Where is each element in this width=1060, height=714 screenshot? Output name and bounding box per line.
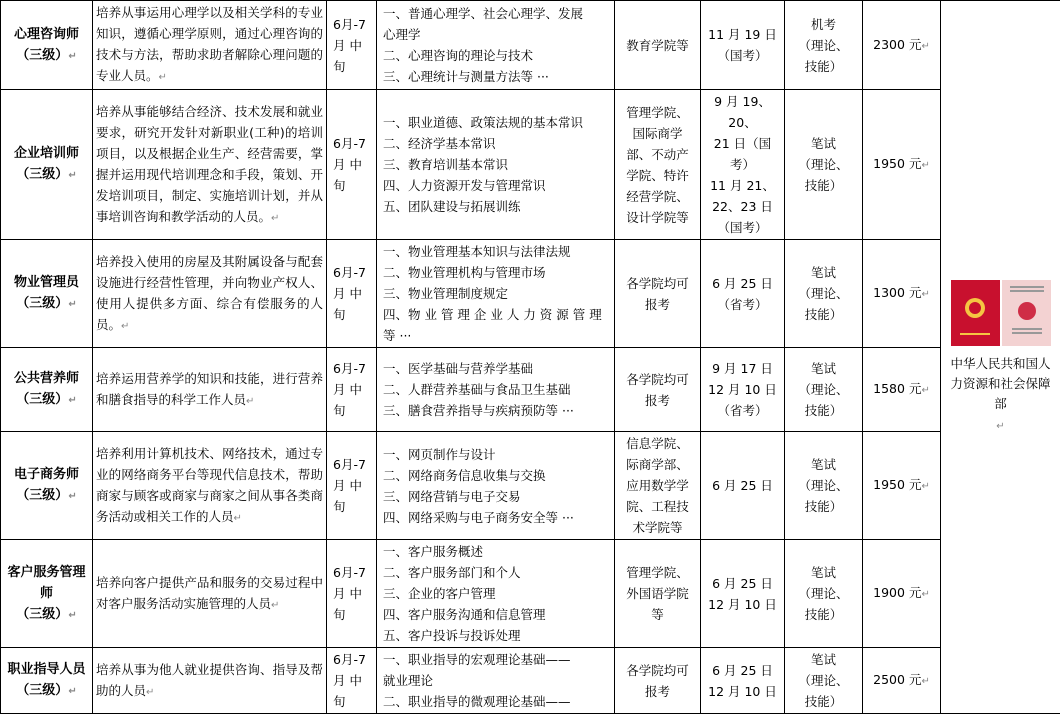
exam-type-line: 技能） bbox=[788, 175, 859, 196]
training-time-line: 月 中 bbox=[333, 583, 373, 604]
course-line: 一、物业管理基本知识与法律法规 bbox=[383, 241, 611, 262]
training-time-line: 6月-7 bbox=[333, 562, 373, 583]
exam-type-line: （理论、 bbox=[788, 583, 859, 604]
exam-type-cell bbox=[785, 90, 863, 240]
description-cell bbox=[93, 240, 327, 348]
course-line: 二、经济学基本常识 bbox=[383, 133, 611, 154]
fee-value: 1950 元 bbox=[873, 156, 921, 171]
return-mark-icon: ↵ bbox=[921, 41, 929, 52]
table-row bbox=[1, 240, 1060, 348]
college-cell bbox=[615, 348, 701, 432]
training-time-line: 6月-7 bbox=[333, 649, 373, 670]
exam-date-cell bbox=[701, 648, 785, 714]
fee-value: 2300 元 bbox=[873, 37, 921, 52]
exam-type-line: （理论、 bbox=[788, 283, 859, 304]
courses-cell bbox=[377, 432, 615, 540]
college-line: 应用数学学 bbox=[618, 475, 697, 496]
college-cell bbox=[615, 90, 701, 240]
exam-type-line: 技能） bbox=[788, 691, 859, 712]
course-line: 四、网络采购与电子商务安全等 ··· bbox=[383, 507, 611, 528]
exam-date-line: 6 月 25 日 bbox=[704, 660, 781, 681]
course-line: 一、网页制作与设计 bbox=[383, 444, 611, 465]
exam-type-line: 技能） bbox=[788, 496, 859, 517]
college-line: 教育学院等 bbox=[618, 35, 697, 56]
college-line: 等 bbox=[618, 604, 697, 625]
exam-type-line: 机考 bbox=[788, 14, 859, 35]
issuer-name: 中华人民共和国人力资源和社会保障部 bbox=[945, 354, 1056, 414]
course-line: 五、团队建设与拓展训练 bbox=[383, 196, 611, 217]
table-row bbox=[1, 540, 1060, 648]
occupation-name-line: 企业培训师 bbox=[4, 143, 89, 164]
course-line: 一、职业道德、政策法规的基本常识 bbox=[383, 112, 611, 133]
fee-value: 1300 元 bbox=[873, 285, 921, 300]
exam-date-line: 6 月 25 日 bbox=[704, 475, 781, 496]
training-time-line: 6月-7 bbox=[333, 358, 373, 379]
college-line: 各学院均可 bbox=[618, 273, 697, 294]
exam-type-line: （理论、 bbox=[788, 154, 859, 175]
training-time-line: 旬 bbox=[333, 56, 373, 77]
exam-date-line: 12 月 10 日 bbox=[704, 379, 781, 400]
college-line: 报考 bbox=[618, 294, 697, 315]
course-line: 一、普通心理学、社会心理学、发展 bbox=[383, 3, 611, 24]
fee-cell bbox=[863, 240, 941, 348]
courses-cell bbox=[377, 1, 615, 90]
description-cell bbox=[93, 348, 327, 432]
courses-cell bbox=[377, 540, 615, 648]
exam-type-line: （理论、 bbox=[788, 475, 859, 496]
fee-value: 1580 元 bbox=[873, 381, 921, 396]
occupation-name-line: （三级）↵ bbox=[4, 293, 89, 315]
training-time-line: 月 中 bbox=[333, 670, 373, 691]
exam-date-line: 考） bbox=[704, 154, 781, 175]
table-row bbox=[1, 1, 1060, 90]
exam-type-line: 笔试 bbox=[788, 358, 859, 379]
fee-value: 1950 元 bbox=[873, 477, 921, 492]
course-line: 二、物业管理机构与管理市场 bbox=[383, 262, 611, 283]
training-time-line: 6月-7 bbox=[333, 262, 373, 283]
return-mark-icon: ↵ bbox=[921, 385, 929, 396]
course-line: 二、职业指导的微观理论基础—— bbox=[383, 691, 611, 712]
training-time-line: 6月-7 bbox=[333, 14, 373, 35]
description-text: 培养利用计算机技术、网络技术，通过专业的网络商务平台等现代信息技术，帮助商家与顾客或商家与商家之间从事各类商务活动或相关工作的人员 bbox=[96, 446, 323, 524]
fee-value: 2500 元 bbox=[873, 672, 921, 687]
course-line: 就业理论 bbox=[383, 670, 611, 691]
exam-date-line: 12 月 10 日 bbox=[704, 594, 781, 615]
training-time-line: 6月-7 bbox=[333, 454, 373, 475]
occupation-name-line: （三级）↵ bbox=[4, 604, 89, 626]
occupation-name-line: （三级）↵ bbox=[4, 389, 89, 411]
college-line: 报考 bbox=[618, 681, 697, 702]
exam-type-cell bbox=[785, 540, 863, 648]
college-line: 外国语学院 bbox=[618, 583, 697, 604]
training-time-line: 旬 bbox=[333, 175, 373, 196]
return-mark-icon: ↵ bbox=[159, 72, 167, 83]
exam-type-line: 技能） bbox=[788, 304, 859, 325]
exam-date-line: （省考） bbox=[704, 294, 781, 315]
college-line: 部、不动产 bbox=[618, 144, 697, 165]
courses-cell bbox=[377, 648, 615, 714]
college-cell bbox=[615, 240, 701, 348]
exam-date-line: 12 月 10 日 bbox=[704, 681, 781, 702]
table-body bbox=[1, 1, 1060, 714]
return-mark-icon: ↵ bbox=[146, 687, 154, 698]
description-cell bbox=[93, 90, 327, 240]
course-line: 五、客户投诉与投诉处理 bbox=[383, 625, 611, 646]
exam-date-line: （国考） bbox=[704, 217, 781, 238]
exam-date-cell bbox=[701, 348, 785, 432]
course-line: 二、网络商务信息收集与交换 bbox=[383, 465, 611, 486]
description-text: 培养投入使用的房屋及其附属设备与配套设施进行经营性管理，并向物业产权人、使用人提供多方面、综合有偿服务的人员。 bbox=[96, 254, 323, 332]
courses-cell bbox=[377, 90, 615, 240]
occupation-name-line: （三级）↵ bbox=[4, 45, 89, 67]
exam-type-line: 技能） bbox=[788, 400, 859, 421]
occupation-name-line: 心理咨询师 bbox=[4, 24, 89, 45]
exam-date-line: 6 月 25 日 bbox=[704, 573, 781, 594]
fee-cell bbox=[863, 432, 941, 540]
return-mark-icon: ↵ bbox=[68, 610, 76, 621]
college-line: 设计学院等 bbox=[618, 207, 697, 228]
occupation-name-line: 电子商务师 bbox=[4, 464, 89, 485]
training-time-line: 旬 bbox=[333, 304, 373, 325]
training-time-line: 6月-7 bbox=[333, 133, 373, 154]
training-time-cell bbox=[327, 648, 377, 714]
return-mark-icon: ↵ bbox=[246, 396, 254, 407]
training-time-cell bbox=[327, 432, 377, 540]
course-line: 三、网络营销与电子交易 bbox=[383, 486, 611, 507]
table-row bbox=[1, 348, 1060, 432]
college-line: 信息学院、 bbox=[618, 433, 697, 454]
training-time-line: 旬 bbox=[333, 604, 373, 625]
return-mark-icon: ↵ bbox=[68, 51, 76, 62]
description-cell bbox=[93, 432, 327, 540]
college-line: 术学院等 bbox=[618, 517, 697, 538]
exam-type-cell bbox=[785, 648, 863, 714]
occupation-name-cell bbox=[1, 90, 93, 240]
description-cell bbox=[93, 648, 327, 714]
description-text: 培养从事为他人就业提供咨询、指导及帮助的人员 bbox=[96, 662, 323, 698]
course-line: 四、客户服务沟通和信息管理 bbox=[383, 604, 611, 625]
occupation-name-cell bbox=[1, 432, 93, 540]
issuer-cell bbox=[941, 1, 1060, 714]
return-mark-icon: ↵ bbox=[68, 491, 76, 502]
course-line: 三、心理统计与测量方法等 ··· bbox=[383, 66, 611, 87]
college-line: 际商学部、 bbox=[618, 454, 697, 475]
return-mark-icon: ↵ bbox=[68, 395, 76, 406]
return-mark-icon: ↵ bbox=[921, 676, 929, 687]
occupation-name-cell bbox=[1, 1, 93, 90]
occupation-name-line: （三级）↵ bbox=[4, 164, 89, 186]
return-mark-icon: ↵ bbox=[234, 513, 242, 524]
training-time-cell bbox=[327, 1, 377, 90]
return-mark-icon: ↵ bbox=[121, 321, 129, 332]
college-line: 报考 bbox=[618, 390, 697, 411]
training-time-line: 月 中 bbox=[333, 475, 373, 496]
course-line: 四、人力资源开发与管理常识 bbox=[383, 175, 611, 196]
return-mark-icon: ↵ bbox=[68, 299, 76, 310]
training-time-cell bbox=[327, 348, 377, 432]
training-time-line: 旬 bbox=[333, 496, 373, 517]
return-mark-icon: ↵ bbox=[921, 589, 929, 600]
description-text: 培养向客户提供产品和服务的交易过程中对客户服务活动实施管理的人员 bbox=[96, 575, 323, 611]
exam-type-line: 笔试 bbox=[788, 562, 859, 583]
occupation-name-cell bbox=[1, 648, 93, 714]
exam-type-line: （理论、 bbox=[788, 35, 859, 56]
exam-type-cell bbox=[785, 1, 863, 90]
return-mark-icon: ↵ bbox=[921, 289, 929, 300]
course-line: 二、客户服务部门和个人 bbox=[383, 562, 611, 583]
exam-date-line: 9 月 17 日 bbox=[704, 358, 781, 379]
description-cell bbox=[93, 1, 327, 90]
course-line: 一、客户服务概述 bbox=[383, 541, 611, 562]
college-line: 管理学院、 bbox=[618, 562, 697, 583]
occupation-name-line: 客户服务管理 bbox=[4, 562, 89, 583]
exam-date-line: 11 月 21、 bbox=[704, 175, 781, 196]
training-time-line: 月 中 bbox=[333, 154, 373, 175]
return-mark-icon: ↵ bbox=[996, 421, 1004, 432]
fee-cell bbox=[863, 348, 941, 432]
training-time-line: 旬 bbox=[333, 691, 373, 712]
table-row bbox=[1, 648, 1060, 714]
occupation-name-line: 职业指导人员 bbox=[4, 659, 89, 680]
return-mark-icon: ↵ bbox=[921, 481, 929, 492]
exam-date-line: （国考） bbox=[704, 45, 781, 66]
exam-date-cell bbox=[701, 1, 785, 90]
occupation-name-line: 师 bbox=[4, 583, 89, 604]
course-line: 等 ··· bbox=[383, 325, 611, 346]
course-line: 一、职业指导的宏观理论基础—— bbox=[383, 649, 611, 670]
certificate-image-icon bbox=[950, 278, 1052, 348]
courses-cell bbox=[377, 348, 615, 432]
training-time-cell bbox=[327, 90, 377, 240]
occupation-name-line: （三级）↵ bbox=[4, 680, 89, 702]
occupation-name-line: （三级）↵ bbox=[4, 485, 89, 507]
exam-type-cell bbox=[785, 240, 863, 348]
exam-date-line: （省考） bbox=[704, 400, 781, 421]
occupation-name-cell bbox=[1, 240, 93, 348]
course-line: 二、人群营养基础与食品卫生基础 bbox=[383, 379, 611, 400]
training-time-line: 月 中 bbox=[333, 35, 373, 56]
exam-type-cell bbox=[785, 432, 863, 540]
fee-cell bbox=[863, 648, 941, 714]
college-line: 院、工程技 bbox=[618, 496, 697, 517]
exam-date-cell bbox=[701, 432, 785, 540]
course-line: 二、心理咨询的理论与技术 bbox=[383, 45, 611, 66]
table-row bbox=[1, 90, 1060, 240]
college-line: 管理学院、 bbox=[618, 102, 697, 123]
training-time-line: 月 中 bbox=[333, 379, 373, 400]
exam-date-cell bbox=[701, 540, 785, 648]
courses-cell bbox=[377, 240, 615, 348]
college-line: 经营学院、 bbox=[618, 186, 697, 207]
return-mark-icon: ↵ bbox=[68, 686, 76, 697]
exam-type-line: 笔试 bbox=[788, 649, 859, 670]
occupation-name-line: 公共营养师 bbox=[4, 368, 89, 389]
training-time-cell bbox=[327, 540, 377, 648]
return-mark-icon: ↵ bbox=[68, 170, 76, 181]
college-cell bbox=[615, 540, 701, 648]
college-line: 国际商学 bbox=[618, 123, 697, 144]
training-time-line: 月 中 bbox=[333, 283, 373, 304]
training-time-cell bbox=[327, 240, 377, 348]
exam-type-line: 技能） bbox=[788, 56, 859, 77]
course-line: 三、膳食营养指导与疾病预防等 ··· bbox=[383, 400, 611, 421]
exam-type-line: 笔试 bbox=[788, 262, 859, 283]
college-line: 各学院均可 bbox=[618, 369, 697, 390]
return-mark-icon: ↵ bbox=[271, 213, 279, 224]
description-text: 培养从事运用心理学以及相关学科的专业知识，遵循心理学原则，通过心理咨询的技术与方法，帮助求助者解除心理问题的专业人员。 bbox=[96, 5, 323, 83]
fee-value: 1900 元 bbox=[873, 585, 921, 600]
course-line: 三、物业管理制度规定 bbox=[383, 283, 611, 304]
fee-cell bbox=[863, 90, 941, 240]
occupation-name-cell bbox=[1, 540, 93, 648]
occupation-name-cell bbox=[1, 348, 93, 432]
exam-date-line: 11 月 19 日 bbox=[704, 24, 781, 45]
course-line: 三、企业的客户管理 bbox=[383, 583, 611, 604]
exam-date-cell bbox=[701, 90, 785, 240]
exam-type-line: 笔试 bbox=[788, 454, 859, 475]
course-line: 心理学 bbox=[383, 24, 611, 45]
return-mark-icon: ↵ bbox=[271, 600, 279, 611]
course-line: 四、物 业 管 理 企 业 人 力 资 源 管 理 bbox=[383, 304, 611, 325]
description-text: 培养从事能够结合经济、技术发展和就业要求，研究开发针对新职业(工种)的培训项目，以及根据企业生产、经营需要，掌握并运用现代培训理念和手段，策划、开发培训项目，制定、实施培训计划，并从事培训咨询和教学活动的人员。 bbox=[96, 104, 323, 224]
fee-cell bbox=[863, 1, 941, 90]
exam-date-line: 6 月 25 日 bbox=[704, 273, 781, 294]
exam-type-line: 笔试 bbox=[788, 133, 859, 154]
training-time-line: 旬 bbox=[333, 400, 373, 421]
table-row bbox=[1, 432, 1060, 540]
description-cell bbox=[93, 540, 327, 648]
exam-type-line: （理论、 bbox=[788, 379, 859, 400]
college-cell bbox=[615, 648, 701, 714]
course-line: 一、医学基础与营养学基础 bbox=[383, 358, 611, 379]
exam-date-cell bbox=[701, 240, 785, 348]
exam-date-line: 9 月 19、20、 bbox=[704, 91, 781, 133]
occupation-name-line: 物业管理员 bbox=[4, 272, 89, 293]
college-line: 学院、特许 bbox=[618, 165, 697, 186]
exam-date-line: 22、23 日 bbox=[704, 196, 781, 217]
fee-cell bbox=[863, 540, 941, 648]
exam-type-line: （理论、 bbox=[788, 670, 859, 691]
return-mark-icon: ↵ bbox=[921, 160, 929, 171]
college-cell bbox=[615, 1, 701, 90]
exam-date-line: 21 日（国 bbox=[704, 133, 781, 154]
course-line: 三、教育培训基本常识 bbox=[383, 154, 611, 175]
college-cell bbox=[615, 432, 701, 540]
exam-type-cell bbox=[785, 348, 863, 432]
description-text: 培养运用营养学的知识和技能，进行营养和膳食指导的科学工作人员 bbox=[96, 371, 323, 407]
college-line: 各学院均可 bbox=[618, 660, 697, 681]
exam-type-line: 技能） bbox=[788, 604, 859, 625]
